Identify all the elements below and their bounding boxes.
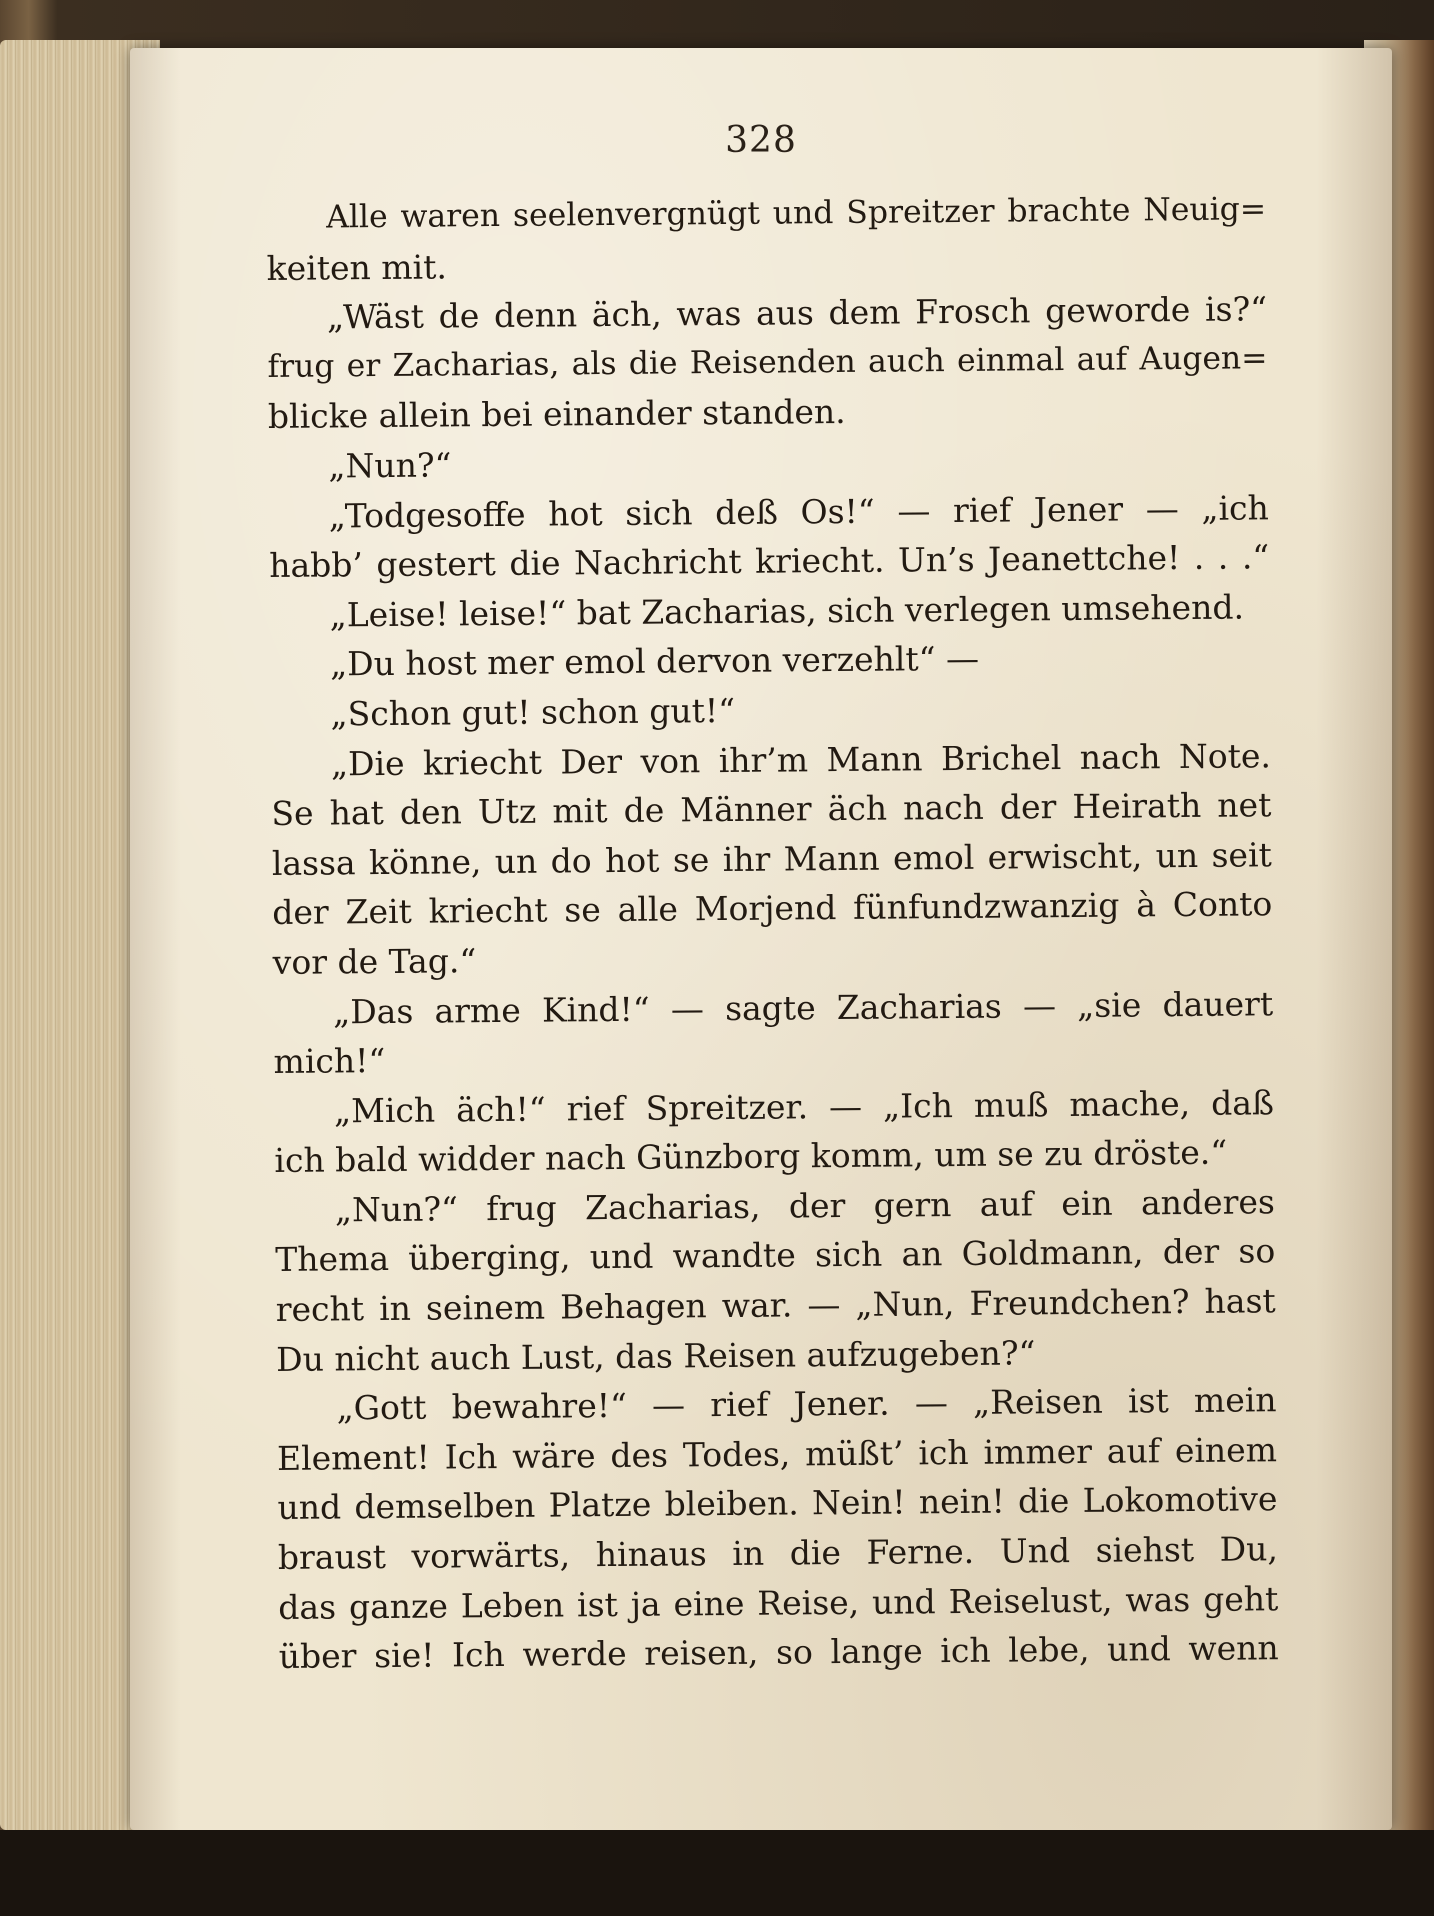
text-line: der Zeit kriecht se alle Morjend fünfundzwanzig à Conto (272, 884, 1273, 933)
text-line: blicke allein bei einander standen. (267, 392, 846, 437)
bottom-shadow (0, 1830, 1434, 1916)
text-line: und demselben Platze bleiben. Nein! nein! die Lokomotive (277, 1479, 1278, 1528)
text-line: ich bald widder nach Günzborg komm, um se zu dröste.“ (274, 1132, 1228, 1181)
text-line: keiten mit. (266, 247, 448, 288)
text-line: „Du host mer emol dervon verzehlt“ — (329, 639, 980, 684)
text-line: vor de Tag.“ (272, 941, 477, 982)
text-line: lassa könne, un do hot se ihr Mann emol erwischt, un seit (271, 834, 1272, 883)
text-line: „Nun?“ frug Zacharias, der gern auf ein anderes (334, 1182, 1276, 1230)
text-line: „Das arme Kind!“ — sagte Zacharias — „sie dauert (332, 983, 1274, 1031)
text-line: Se hat den Utz mit de Männer äch nach der Heirath net (271, 785, 1272, 834)
text-line: das ganze Leben ist ja eine Reise, und Reiselust, was geht (278, 1578, 1279, 1627)
text-line: Element! Ich wäre des Todes, müßt’ ich immer auf einem (276, 1430, 1278, 1478)
text-line: „Gott bewahre!“ — rief Jener. — „Reisen ist mein (336, 1380, 1277, 1428)
text-line: „Mich äch!“ rief Spreitzer. — „Ich muß mache, daß (333, 1082, 1275, 1131)
text-line: recht in seinem Behagen war. — „Nun, Freundchen? hast (275, 1281, 1276, 1330)
text-line: „Die kriecht Der von ihr’m Mann Brichel nach Note. (330, 735, 1272, 783)
body-text (266, 185, 1279, 1681)
book-page (130, 48, 1392, 1830)
text-line: habb’ gestert die Nachricht kriecht. Un’s Jeanettche! . . .“ (269, 537, 1270, 586)
page-number: 328 (725, 120, 797, 161)
text-line: „Wäst de denn äch, was aus dem Frosch geworde is?“ (326, 289, 1268, 337)
text-line: „Leise! leise!“ bat Zacharias, sich verlegen umsehend. (329, 587, 1245, 635)
text-line: Alle waren seelenvergnügt und Spreitzer brachte Neuig= (326, 191, 1267, 236)
text-line: „Schon gut! schon gut!“ (330, 690, 736, 734)
text-line: über sie! Ich werde reisen, so lange ich lebe, und wenn (278, 1628, 1279, 1677)
text-line: braust vorwärts, hinaus in die Ferne. Und siehst Du, (277, 1529, 1279, 1577)
text-line: Thema überging, und wandte sich an Goldmann, der so (275, 1231, 1276, 1280)
text-line: „Todgesoffe hot sich deß Os!“ — rief Jener — „ich (328, 487, 1269, 536)
text-line: „Nun?“ (328, 445, 452, 486)
text-line: Du nicht auch Lust, das Reisen aufzugeben?“ (275, 1332, 1036, 1379)
text-line: mich!“ (273, 1041, 386, 1082)
text-line: frug er Zacharias, als die Reisenden auch einmal auf Augen= (267, 340, 1268, 385)
